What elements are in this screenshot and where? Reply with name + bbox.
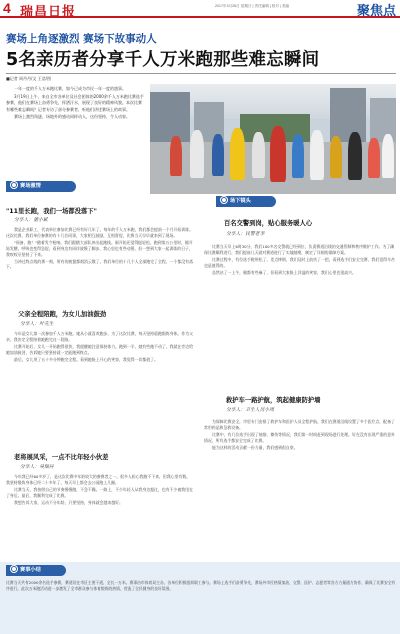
section-header: 赛场激情 (6, 181, 76, 192)
lead-paragraph: 一年一度的千人万米跑比赛，如今已成为市民一年一度的盛事。 (14, 86, 126, 91)
section-header: 赛事小结 (6, 565, 66, 576)
story-title: "11里长跑，我们一场都没落下" (6, 208, 97, 215)
story-body: 今年我已经60多岁了，是这次比赛中年龄较大的参赛者之一。很多人担心我跑不下来，但我心里有数。我坚持锻炼身体已经二十多年了，每天早上都会去公园跑上几圈。 比赛当天，我按照自己的节奏慢慢跑，不急不躁。一路上，不少年轻人从我身边超过，也有不少被我甩在了身后。最后，我顺利完成了比赛。 我想告诉大家，运动不分年龄，只要坚持，身体就会越来越好。 (6, 474, 193, 505)
lead-paragraph: 赛场上激烈角逐，场地外的感动同样动人，这份坚持，令人动容。 (14, 114, 130, 120)
story-body: 比赛当天早上6时30分，我们100多名交警就已经到位，负责赛道沿线的交通管制和秩序维护工作。为了确保比赛顺利进行，我们提前几天就对赛道进行了实地踏勘，制定了详细的保障方案。 比赛过程中，有位选手鞋带松了，差点摔倒，我们及时上前扶了一把。看到选手们安全完赛，我们觉得辛苦也是值得的。 虽然站了一上午，腿都有些麻了，但看到大家脸上洋溢的笑容，我们心里也很高兴。 (204, 244, 395, 275)
story-author: 分享人：叶先生 (20, 322, 54, 327)
story-title: 老将展风采，一点不比年轻小伙差 (14, 454, 109, 461)
page-number: 4 (3, 0, 11, 16)
byline: ■记者 周丹丹/文 王浩/图 (6, 76, 52, 81)
lead-paragraph: 3月19日上午，来自全市各单位及社会团体的2000余千人万米跑比赛选手参赛，他们在赛场上奋勇争先，挥洒汗水，展现了良好的精神风貌。本次比赛有哪些难忘瞬间？记者专访了部分参赛者，听他们讲述赛场上的故事。 (6, 93, 144, 112)
story-author: 分享人：董小斌 (14, 218, 48, 223)
masthead (0, 0, 400, 18)
story-body: 为保障比赛安全，市里专门安排了救护车和医护人员全程护航。我们在赛道沿线设置了多个医疗点，配备了常用药品和急救设备。 比赛中，有几位选手出现了抽筋、擦伤等情况，我们第一时间赶到现场进行处理。好在没有出现严重的意外情况，所有选手都安全完成了比赛。 能为这样的活动贡献一份力量，我们感到很自豪。 (204, 419, 395, 450)
kicker: 赛场上角逐激烈 赛场下故事动人 (6, 33, 157, 45)
bullet-icon (11, 566, 17, 572)
story-title: 百名交警到岗，贴心服务暖人心 (224, 220, 313, 227)
summary-text: 比赛当天共有2000余名选手参赛，赛道设在市区主要干道，全长一万米。赛事由市体育局主办，各单位积极组织职工参与。赛场上选手们奋勇争先，赛场外市民热情加油，交警、医护、志愿者等各方力量通力协作，确保了比赛安全有序进行。此次万米跑活动进一步激发了全市群众参与体育锻炼的热情，营造了全民健身的良好氛围。 (6, 580, 396, 591)
divider (6, 73, 396, 74)
dateline: 2017年3月26日 星期日 | 责任编辑 | 校对 | 美编 (215, 4, 290, 8)
story-body: 我是企业职工，代表单位参加比赛已经有好几年了。每年的千人万米跑，我们都会提前一个月开始训练。这次比赛，我们单位参赛的有十几位同事，大家相互鼓励，互相督促，比赛当天早早就来到了现场。 "预备，跑！"随着发令枪响，我们跟随大部队冲出起跑线。刚开始还觉得挺轻松，跑到第五公里时，腿开始发酸，呼吸也变得急促。看到身边有同伴放慢了脚步，我心里也有些动摇。但一想到大家一起训练的日子，我咬咬牙坚持了下来。 当冲过终点线的那一刻，所有的疲惫都烟消云散了。我们单位的十几个人全部跑完了全程，一个都没有落下。 (6, 227, 193, 270)
lead-text (6, 86, 144, 122)
bullet-icon (221, 197, 227, 203)
paper-name: 瑞昌日报 (20, 5, 77, 20)
section-header: 场下镜头 (216, 196, 276, 207)
bullet-icon (11, 182, 17, 188)
section-name: 聚焦点 (356, 4, 396, 19)
story-body: 今年是女儿第一次参加千人万米跑。她从小就喜欢跑步，为了这次比赛，每天坚持晨跑锻炼身体。作为父亲，我决定全程陪着她跑完这一段路。 比赛开始后，女儿一开始跑得很快，我提醒她注意保持体力。跑到一半，她有些跑不动了，我就在旁边给她加油鼓劲，告诉她只要坚持就一定能跑到终点。 最后，女儿用了五十多分钟跑完全程。看到她脸上开心的笑容，我觉得一切都值了。 (6, 331, 193, 362)
story-title: 父亲全程陪跑，为女儿加油鼓劲 (18, 311, 107, 318)
headline: 5名亲历者分享千人万米跑那些难忘瞬间 (6, 50, 320, 70)
story-author: 分享人：卫生人员小周 (226, 408, 274, 413)
story-title: 救护车一路护航，筑起健康防护墙 (226, 397, 321, 404)
story-author: 分享人：吴瑞丹 (20, 465, 54, 470)
race-photo (150, 84, 396, 194)
story-author: 分享人：民警老李 (226, 232, 265, 237)
